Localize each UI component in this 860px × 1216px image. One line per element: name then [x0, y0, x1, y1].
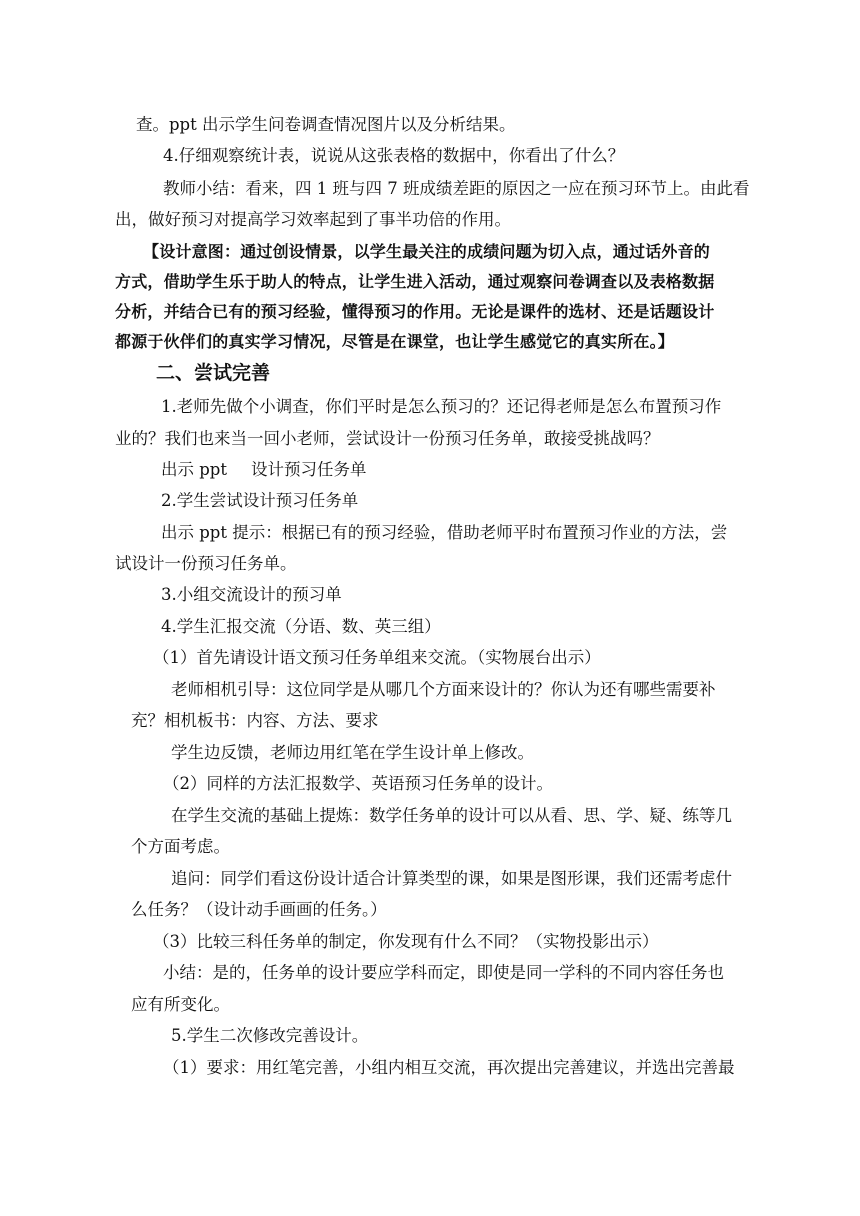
paragraph-line: 个方面考虑。: [131, 837, 230, 856]
paragraph-line: 2.学生尝试设计预习任务单: [161, 491, 359, 510]
paragraph-line: [161, 459, 367, 481]
design-intent-line: 【设计意图：通过创设情景，以学生最关注的成绩问题为切入点，通过话外音的: [143, 242, 711, 261]
paragraph-line: 小结：是的，任务单的设计要应学科而定，即使是同一学科的不同内容任务也: [163, 963, 724, 982]
section-heading: 二、尝试完善: [156, 362, 271, 384]
paragraph-line: 4.仔细观察统计表，说说从这张表格的数据中，你看出了什么？: [163, 146, 625, 165]
paragraph-line: （1）要求：用红笔完善，小组内相互交流，再次提出完善建议，并选出完善最: [163, 1058, 735, 1077]
paragraph-line: 1.老师先做个小调查，你们平时是怎么预习的？还记得老师是怎么布置预习作: [161, 397, 722, 416]
paragraph-line: 4.学生汇报交流（分语、数、英三组）: [161, 617, 441, 636]
design-intent-line: 分析，并结合已有的预习经验，懂得预习的作用。无论是课件的选材、还是话题设计: [115, 302, 715, 321]
paragraph-line: 追问：同学们看这份设计适合计算类型的课，如果是图形课，我们还需考虑什: [171, 869, 732, 888]
paragraph-line: 教师小结：看来，四 1 班与四 7 班成绩差距的原因之一应在预习环节上。由此看: [163, 179, 750, 198]
paragraph-line: 业的？我们也来当一回小老师，尝试设计一份预习任务单，敢接受挑战吗？: [115, 429, 660, 448]
ppt-show-title: 设计预习任务单: [251, 460, 367, 479]
paragraph-line: 查。ppt 出示学生问卷调查情况图片以及分析结果。: [136, 115, 516, 134]
design-intent-line: 方式，借助学生乐于助人的特点，让学生进入活动，通过观察问卷调查以及表格数据: [115, 272, 715, 291]
paragraph-line: 出，做好预习对提高学习效率起到了事半功倍的作用。: [115, 210, 511, 229]
design-intent-line: 都源于伙伴们的真实学习情况，尽管是在课堂，也让学生感觉它的真实所在。】: [115, 332, 675, 351]
ppt-show-label: 出示 ppt: [161, 460, 227, 479]
paragraph-line: 学生边反馈，老师边用红笔在学生设计单上修改。: [171, 743, 534, 762]
paragraph-line: 出示 ppt 提示：根据已有的预习经验，借助老师平时布置预习作业的方法，尝: [161, 523, 728, 542]
paragraph-line: （2）同样的方法汇报数学、英语预习任务单的设计。: [163, 774, 553, 793]
paragraph-line: （1）首先请设计语文预习任务单组来交流。（实物展台出示）: [153, 648, 601, 667]
paragraph-line: 老师相机引导：这位同学是从哪几个方面来设计的？你认为还有哪些需要补: [171, 680, 716, 699]
paragraph-line: 充？相机板书：内容、方法、要求: [131, 711, 379, 730]
paragraph-line: 试设计一份预习任务单。: [115, 554, 297, 573]
paragraph-line: 5.学生二次修改完善设计。: [171, 1026, 369, 1045]
paragraph-line: 3.小组交流设计的预习单: [161, 585, 342, 604]
paragraph-line: （3）比较三科任务单的制定，你发现有什么不同？（实物投影出示）: [153, 932, 659, 951]
paragraph-line: 么任务？（设计动手画画的任务。）: [131, 900, 387, 919]
paragraph-line: 应有所变化。: [131, 995, 230, 1014]
paragraph-line: 在学生交流的基础上提炼：数学任务单的设计可以从看、思、学、疑、练等几: [171, 806, 732, 825]
